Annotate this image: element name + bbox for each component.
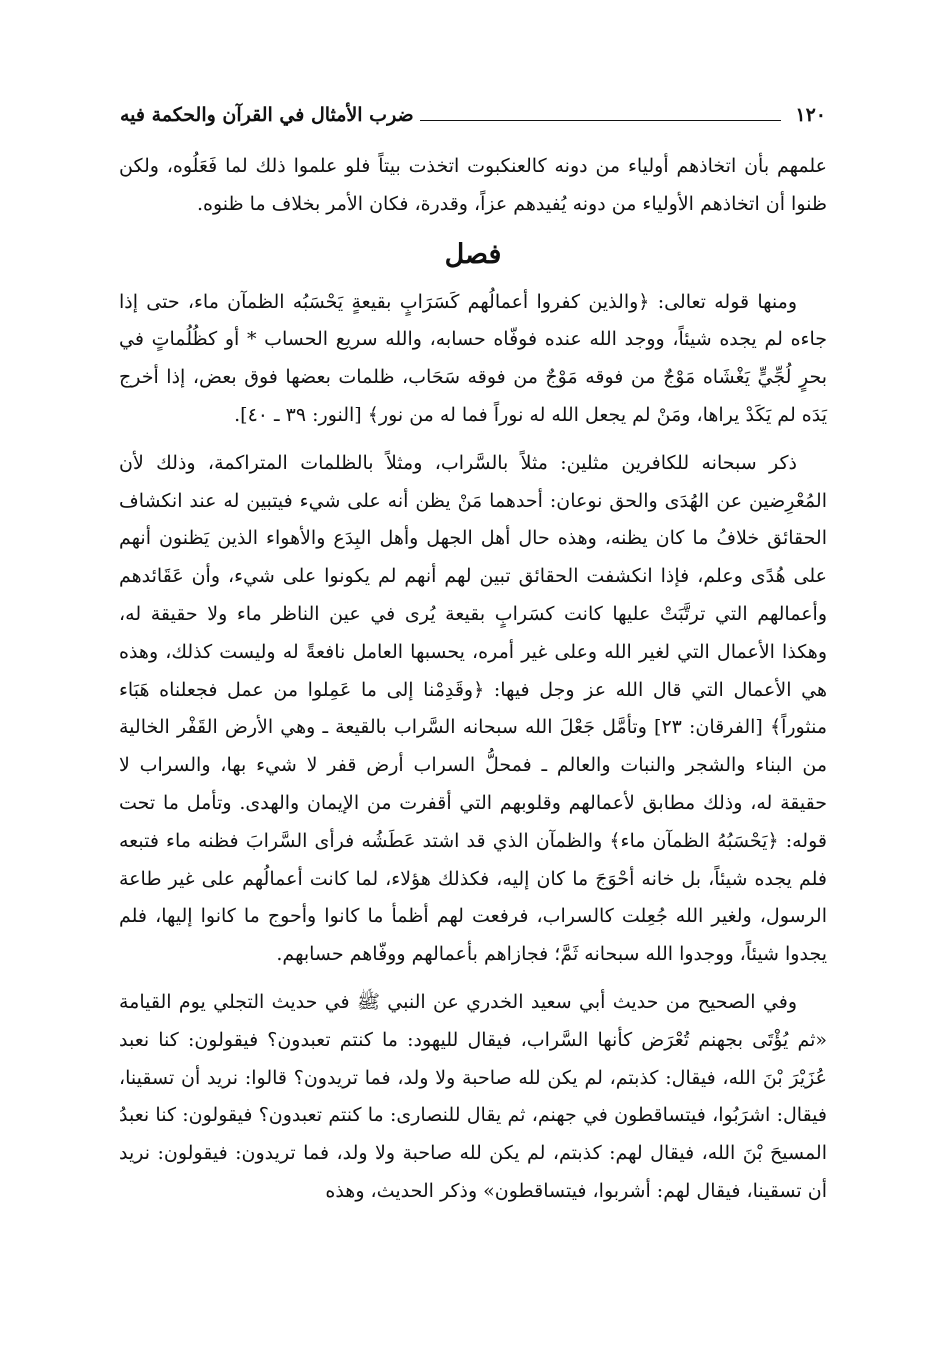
intro-paragraph: علمهم بأن اتخاذهم أولياء من دونه كالعنكبوت اتخذت بيتاً فلو علموا ذلك لما فَعَلُوه، ولكن ظنوا أن اتخاذهم الأولياء من دونه يُفيدهم عزاً، وقدرة، فكان الأمر بخلاف ما ظنوه. <box>119 155 827 215</box>
page-number: ١٢٠ <box>795 104 826 126</box>
paragraph-verse: ومنها قوله تعالى: ﴿والذين كفروا أعمالُهم كَسَرَابٍ بقيعةٍ يَحْسَبُه الظمآن ماء، حتى إذا جاءه لم يجده شيئاً، ووجد الله عنده فوفّاه حسابه، والله سريع الحساب * أو كظُلُماتٍ في بحرٍ لُجِّيٍّ يَغْشَاه مَوْجٌ من فوقه مَوْجٌ من فوقه سَحَاب، ظلمات بعضها فوق بعض، إذا أخرج يَدَه لم يَكَدْ يراها، ومَنْ لم يجعل الله له نوراً فما له من نور﴾ [النور: ٣٩ ـ ٤٠]. <box>119 290 827 426</box>
section-heading: فصل <box>444 238 502 270</box>
header-rule <box>420 120 782 121</box>
paragraph-hadith: وفي الصحيح من حديث أبي سعيد الخدري عن النبي ﷺ في حديث التجلي يوم القيامة «ثم يُؤْتَى بجهنم تُعْرَض كأنها السَّراب، فيقال لليهود: ما كنتم تعبدون؟ فيقولون: كنا نعبد عُزَيْرَ بْنَ الله، فيقال: كذبتم، لم يكن لله صاحبة ولا ولد، فما تريدون؟ قالوا: نريد أن تسقينا، فيقال: اشرَبُوا، فيتساقطون في جهنم، ثم يقال للنصارى: ما كنتم تعبدون؟ فيقولون: كنا نعبدُ المسيحَ بْنَ الله، فيقال لهم: كذبتم، لم يكن لله صاحبة ولا ولد، فما تريدون: فيقولون: نريد أن تسقينا، فيقال لهم: أشربوا، فيتساقطون» وذكر الحديث، وهذه <box>119 990 827 1202</box>
page-body <box>119 148 827 1211</box>
running-title: ضرب الأمثال في القرآن والحكمة فيه <box>120 104 414 126</box>
running-header <box>120 98 826 132</box>
paragraph-commentary: ذكر سبحانه للكافرين مثلين: مثلاً بالسَّراب، ومثلاً بالظلمات المتراكمة، وذلك لأن المُعْرِضين عن الهُدَى والحق نوعان: أحدهما مَنْ يظن أنه على شيء فيتبين له عند انكشاف الحقائق خلافُ ما كان يظنه، وهذه حال أهل الجهل وأهل البِدَع والأهواء الذين يَظنون أنهم على هُدًى وعلم، فإذا انكشفت الحقائق تبين لهم أنهم لم يكونوا على شيء، وأن عَقَائدهم وأعمالهم التي ترتَّبَتْ عليها كانت كسَرابٍ بقيعة يُرى في عين الناظر ماء ولا حقيقة له، وهكذا الأعمال التي لغير الله وعلى غير أمره، يحسبها العامل نافعةً له وليست كذلك، وهذه هي الأعمال التي قال الله عز وجل فيها: ﴿وقَدِمْنا إلى ما عَمِلوا من عمل فجعلناه هَبَاء منثوراً﴾ [الفرقان: ٢٣] وتأمَّل جَعْلَ الله سبحانه السَّراب بالقيعة ـ وهي الأرض القَفْر الخالية من البناء والشجر والنبات والعالم ـ فمحلُّ السراب أرض قفر لا شيء بها، والسراب لا حقيقة له، وذلك مطابق لأعمالهم وقلوبهم التي أقفرت من الإيمان والهدى. وتأمل ما تحت قوله: ﴿يَحْسَبُهُ الظمآن ماء﴾ والظمآن الذي قد اشتد عَطَشُه فرأى السَّرابَ فظنه ماء فتبعه فلم يجده شيئاً، بل خانه أحْوَجَ ما كان إليه، فكذلك هؤلاء، لما كانت أعمالُهم على غير طاعة الرسول، ولغير الله جُعِلت كالسراب، فرفعت لهم أظمأ ما كانوا وأحوج ما كانوا إليها، فلم يجدوا شيئاً، ووجدوا الله سبحانه ثَمَّ؛ فجازاهم بأعمالهم ووفّاهم حسابهم. <box>119 451 827 966</box>
